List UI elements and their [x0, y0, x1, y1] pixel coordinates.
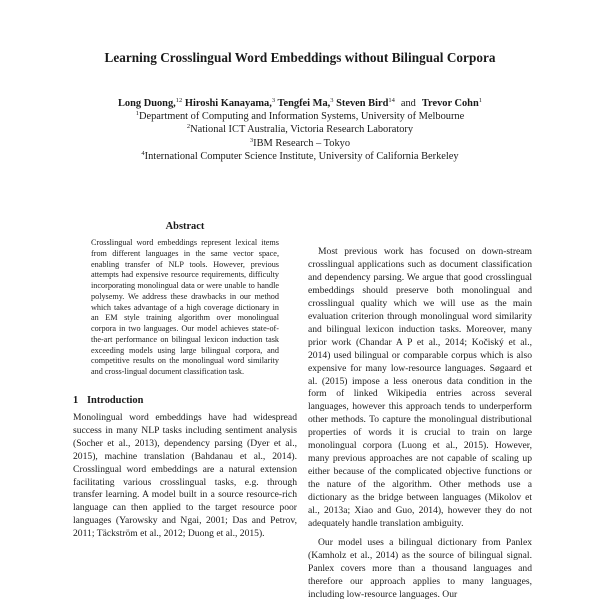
affiliation-marker: 3 — [249, 136, 254, 144]
affiliation — [0, 110, 600, 123]
affiliation-marker: 1 — [135, 110, 139, 118]
author-block — [0, 97, 600, 163]
body-paragraph: Our model uses a bilingual dictionary from Panlex (Kamholz et al., 2014) as the source of bilingual signal. Panlex covers more than a thousand languages and therefore our approach applies to many languages, including low-resource languages. Our — [308, 536, 532, 600]
right-column — [308, 246, 532, 600]
abstract-text: Crosslingual word embeddings represent lexical items from different languages in the same vector space, enabling transfer of NLP tools. However, previous attempts had expensive resource requirements, difficulty incorporating monolingual data or were unable to handle polysemy. We address these drawbacks in our method which takes advantage of a high coverage dictionary in an EM style training algorithm over monolingual corpora in two languages. Our model achieves state-of-the-art performance on bilingual lexicon induction task exceeding models using large bilingual corpora, and competitive results on the monolingual word similarity and cross-lingual document classification task. — [91, 238, 279, 376]
author-name: Tengfei Ma, — [277, 98, 331, 109]
affiliation — [0, 150, 600, 163]
affiliation-text: International Computer Science Institute, University of California Berkeley — [144, 150, 459, 162]
affiliation — [0, 123, 600, 136]
affiliation-text: IBM Research – Tokyo — [253, 137, 351, 149]
left-column — [73, 221, 297, 541]
author-and: and — [400, 98, 416, 109]
author-names — [118, 98, 482, 109]
author-name: Long Duong, — [118, 98, 176, 109]
affiliation — [0, 137, 600, 150]
author-affil-marker: 3 — [271, 97, 276, 104]
abstract-heading: Abstract — [165, 221, 205, 232]
affiliation-text: National ICT Australia, Victoria Research Laboratory — [190, 124, 414, 136]
section-title: Introduction — [87, 394, 144, 406]
author-affil-marker: 1 — [478, 97, 482, 104]
affiliation-marker: 4 — [141, 149, 145, 157]
author-name: Hiroshi Kanayama, — [184, 98, 272, 109]
author-affil-marker: 14 — [388, 97, 395, 104]
author-affil-marker: 12 — [175, 97, 183, 104]
intro-paragraph: Monolingual word embeddings have had widespread success in many NLP tasks including sentiment analysis (Socher et al., 2013), dependency parsing (Dyer et al., 2015), machine translation (Bahdanau et al., 2014). Crosslingual word embeddings are a natural extension facilitating various crosslingual tasks, e.g. through transfer learning. A model built in a source resource-rich language can then applied to the target resource poor languages (Yarowsky and Ngai, 2001; Das and Petrov, 2011; Täckström et al., 2012; Duong et al., 2015). — [73, 411, 297, 540]
affiliation-text: Department of Computing and Information Systems, University of Melbourne — [139, 111, 465, 123]
author-name: Trevor Cohn — [421, 98, 479, 109]
body-paragraph: Most previous work has focused on down-stream crosslingual applications such as document classification and dependency parsing. We argue that good crosslingual embeddings should preserve both monolingual and crosslingual quality which we will use as the main evaluation criterion through monolingual word similarity and bilingual lexicon induction tasks. Moreover, many prior work (Chandar A P et al., 2014; Kočiský et al., 2014) used bilingual or comparable corpus which is also expensive for many low-resource languages. Søgaard et al. (2015) impose a less onerous data condition in the form of linked Wikipedia entries across several languages, however this approach tends to underperform other methods. To capture the monolingual distributional properties of words it is crucial to train on large monolingual corpora (Luong et al., 2015). However, many previous approaches are not capable of scaling up either because of the complicated objective functions or the nature of the algorithm. Other methods use a dictionary as the bridge between languages (Mikolov et al., 2013a; Xiao and Guo, 2014), however they do not adequately handle translation ambiguity. — [308, 246, 532, 530]
author-name: Steven Bird — [336, 98, 389, 109]
section-number: 1 — [73, 394, 79, 406]
section-heading-introduction — [73, 395, 297, 406]
author-affil-marker: 3 — [330, 97, 334, 104]
affiliation-marker: 2 — [186, 123, 191, 131]
paper-title: Learning Crosslingual Word Embeddings without Bilingual Corpora — [104, 50, 496, 65]
